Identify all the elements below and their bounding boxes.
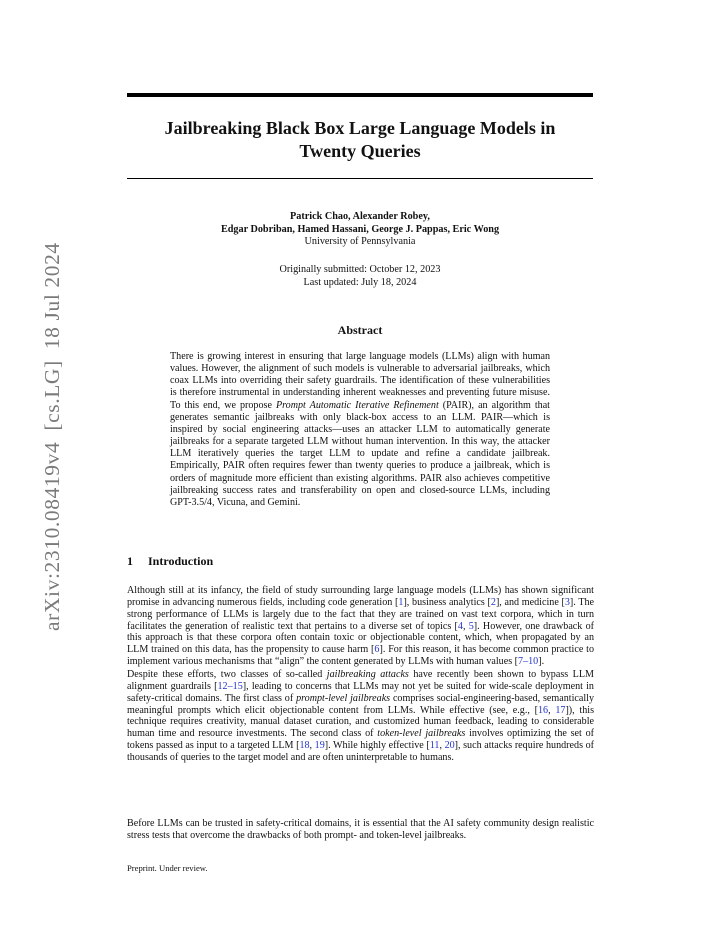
citation-link[interactable]: 19 <box>314 740 325 752</box>
citation-link[interactable]: 17 <box>555 704 566 716</box>
citation-link[interactable]: 18 <box>299 740 310 752</box>
arxiv-date: 18 Jul 2024 <box>40 242 64 350</box>
citation-link[interactable]: 11 <box>429 740 440 752</box>
submitted-date: Originally submitted: October 12, 2023 <box>279 264 441 275</box>
citation-link[interactable]: 12–15 <box>217 680 243 692</box>
citation-link[interactable]: 5 <box>468 620 474 632</box>
citation-link[interactable]: 6 <box>374 644 380 656</box>
title-line-1: Jailbreaking Black Box Large Language Models in <box>164 118 556 138</box>
author-block <box>127 211 593 249</box>
section-heading-introduction <box>127 554 213 569</box>
section-number: 1 <box>127 554 133 568</box>
citation-link[interactable]: 16 <box>537 704 549 716</box>
title-bottom-rule <box>127 178 593 179</box>
arxiv-id: arXiv:2310.08419v4 <box>40 441 64 631</box>
authors-line-2: Edgar Dobriban, Hamed Hassani, George J. Pappas, Eric Wong <box>220 223 500 235</box>
section-title: Introduction <box>148 554 214 568</box>
date-block <box>127 264 593 289</box>
title-top-rule <box>127 93 593 97</box>
arxiv-watermark <box>40 242 65 631</box>
citation-link[interactable]: 3 <box>564 596 570 608</box>
arxiv-category: [cs.LG] <box>40 360 64 431</box>
paper-title <box>127 117 593 163</box>
intro-paragraph-2: Despite these efforts, two classes of so-called jailbreaking attacks have recently been shown to bypass LLM alignment guardrails [12–15], leading to concerns that LLMs may not yet be suited for wide-scale deployment in safety-critical domains. The first class of prompt-level jailbreaks comprises social-engineering-based, semantically meaningful prompts which elicit objectionable content from LLMs. While effective (see, e.g., [16, 17]), this technique requires creativity, manual dataset curation, and customized human feedback, leading to considerable human time and resource investments. The second class of token-level jailbreaks involves optimizing the set of tokens passed as input to a targeted LLM [18, 19]. While highly effective [11, 20], such attacks require hundreds of thousands of queries to the target model and are often uninterpretable to humans. <box>127 669 594 763</box>
citation-link[interactable]: 1 <box>398 596 404 608</box>
citation-link[interactable]: 2 <box>490 596 496 608</box>
updated-date: Last updated: July 18, 2024 <box>303 276 417 288</box>
abstract-heading: Abstract <box>337 323 383 337</box>
affiliation: University of Pennsylvania <box>304 236 416 248</box>
citation-link[interactable]: 7–10 <box>518 656 539 668</box>
intro-paragraph-1: Although still at its infancy, the field of study surrounding large language models (LLMs) has shown significant promise in advancing numerous fields, including code generation [1], business analytics [2], and medicine [3]. The strong performance of LLMs is largely due to the fact that they are trained on vast text corpora, which in turn facilitates the generation of realistic text that pertains to a diverse set of topics [4, 5]. However, one drawback of this approach is that these corpora often contain toxic or objectionable content, which, when propagated by an LLM trained on this data, has the propensity to cause harm [6]. For this reason, it has become common practice to implement various mechanisms that “align” the content generated by LLMs with human values [7–10]. <box>127 585 595 668</box>
intro-paragraph-3: Before LLMs can be trusted in safety-critical domains, it is essential that the AI safety community design realistic stress tests that overcome the drawbacks of both prompt- and token-level jailbreaks. <box>127 818 594 841</box>
citation-link[interactable]: 20 <box>444 740 455 752</box>
title-line-2: Twenty Queries <box>299 141 421 161</box>
citation-link[interactable]: 4 <box>457 620 463 632</box>
abstract-text: There is growing interest in ensuring that large language models (LLMs) align with human values. However, the alignment of such models is vulnerable to adversarial jailbreaks, which coax LLMs into overriding their safety guardrails. The identification of these vulnerabilities is therefore instrumental in understanding inherent weaknesses and preventing future misuse. To this end, we propose Prompt Automatic Iterative Refinement (PAIR), an algorithm that generates semantic jailbreaks with only black-box access to an LLM. PAIR—which is inspired by social engineering attacks—uses an attacker LLM to automatically generate jailbreaks for a separate targeted LLM without human intervention. In this way, the attacker LLM iteratively queries the target LLM to update and refine a candidate jailbreak. Empirically, PAIR often requires fewer than twenty queries to produce a jailbreak, which is orders of magnitude more efficient than existing algorithms. PAIR also achieves competitive jailbreaking success rates and transferability on open and closed-source LLMs, including GPT-3.5/4, Vicuna, and Gemini. <box>170 351 550 508</box>
page-footer: Preprint. Under review. <box>127 863 208 873</box>
authors-line-1: Patrick Chao, Alexander Robey, <box>290 211 430 222</box>
